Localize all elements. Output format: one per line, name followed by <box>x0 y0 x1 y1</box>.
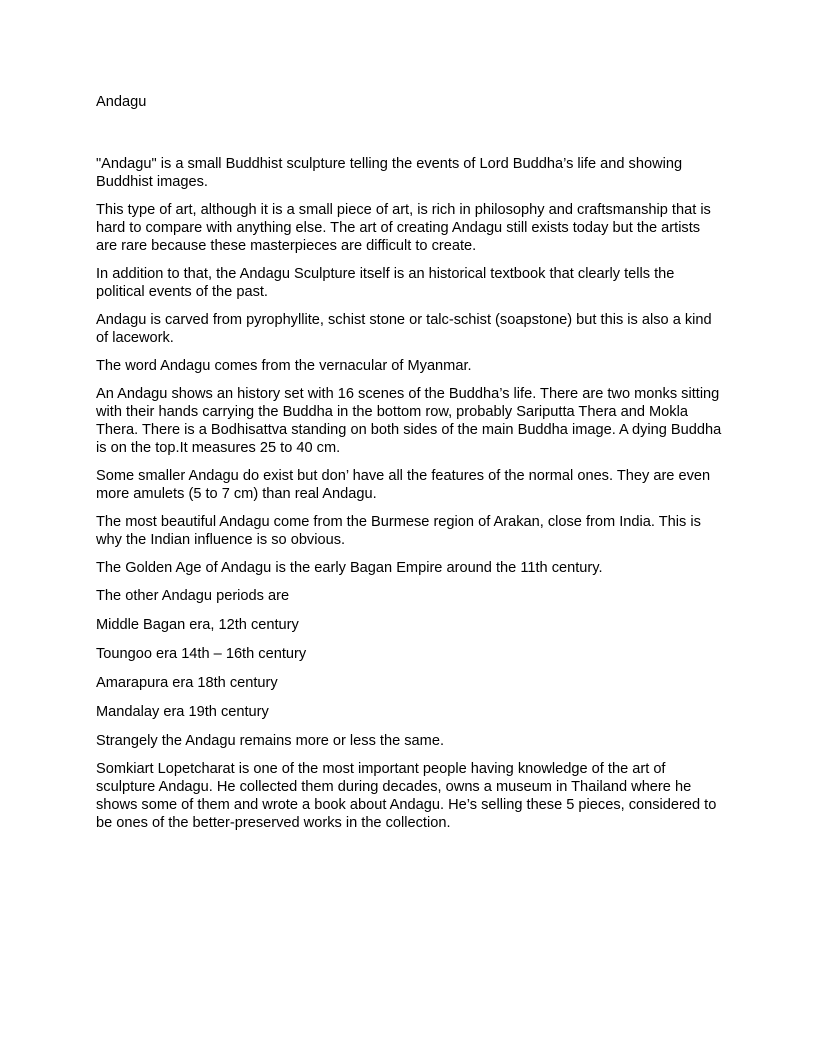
period-mandalay: Mandalay era 19th century <box>96 704 269 720</box>
document-body <box>96 155 724 832</box>
document-title: Andagu <box>96 94 147 110</box>
paragraph-arakan: The most beautiful Andagu come from the Burmese region of Arakan, close from India. This is why the Indian influence is so obvious. <box>96 514 701 548</box>
paragraph-material: Andagu is carved from pyrophyllite, schist stone or talc-schist (soapstone) but this is also a kind of lacework. <box>96 312 712 346</box>
paragraph-intro: "Andagu" is a small Buddhist sculpture telling the events of Lord Buddha’s life and showing Buddhist images. <box>96 156 683 190</box>
paragraph-word-origin: The word Andagu comes from the vernacular of Myanmar. <box>96 358 472 374</box>
paragraph-art-type: This type of art, although it is a small piece of art, is rich in philosophy and craftsmanship that is hard to compare with anything else. The art of creating Andagu still exists today but the artists are rare because these masterpieces are difficult to create. <box>96 202 711 254</box>
paragraph-golden-age: The Golden Age of Andagu is the early Bagan Empire around the 11th century. <box>96 560 603 576</box>
paragraph-periods-intro: The other Andagu periods are <box>96 588 290 604</box>
paragraph-smaller-andagu: Some smaller Andagu do exist but don’ have all the features of the normal ones. They are even more amulets (5 to 7 cm) than real Andagu. <box>96 468 711 502</box>
period-amarapura: Amarapura era 18th century <box>96 675 278 691</box>
period-toungoo: Toungoo era 14th – 16th century <box>96 646 307 662</box>
paragraph-historical-textbook: In addition to that, the Andagu Sculpture itself is an historical textbook that clearly tells the political events of the past. <box>96 266 675 300</box>
paragraph-scenes: An Andagu shows an history set with 16 scenes of the Buddha’s life. There are two monks sitting with their hands carrying the Buddha in the bottom row, probably Sariputta Thera and Mokla Thera. There is a Bodhisattva standing on both sides of the main Buddha image. A dying Buddha is on the top.It measures 25 to 40 cm. <box>96 386 722 456</box>
period-middle-bagan: Middle Bagan era, 12th century <box>96 617 299 633</box>
paragraph-collector: Somkiart Lopetcharat is one of the most important people having knowledge of the art of sculpture Andagu. He collected them during decades, owns a museum in Thailand where he shows some of them and wrote a book about Andagu. He’s selling these 5 pieces, considered to be ones of the better-preserved works in the collection. <box>96 761 717 831</box>
document-page <box>96 93 724 842</box>
paragraph-remains-same: Strangely the Andagu remains more or less the same. <box>96 733 444 749</box>
